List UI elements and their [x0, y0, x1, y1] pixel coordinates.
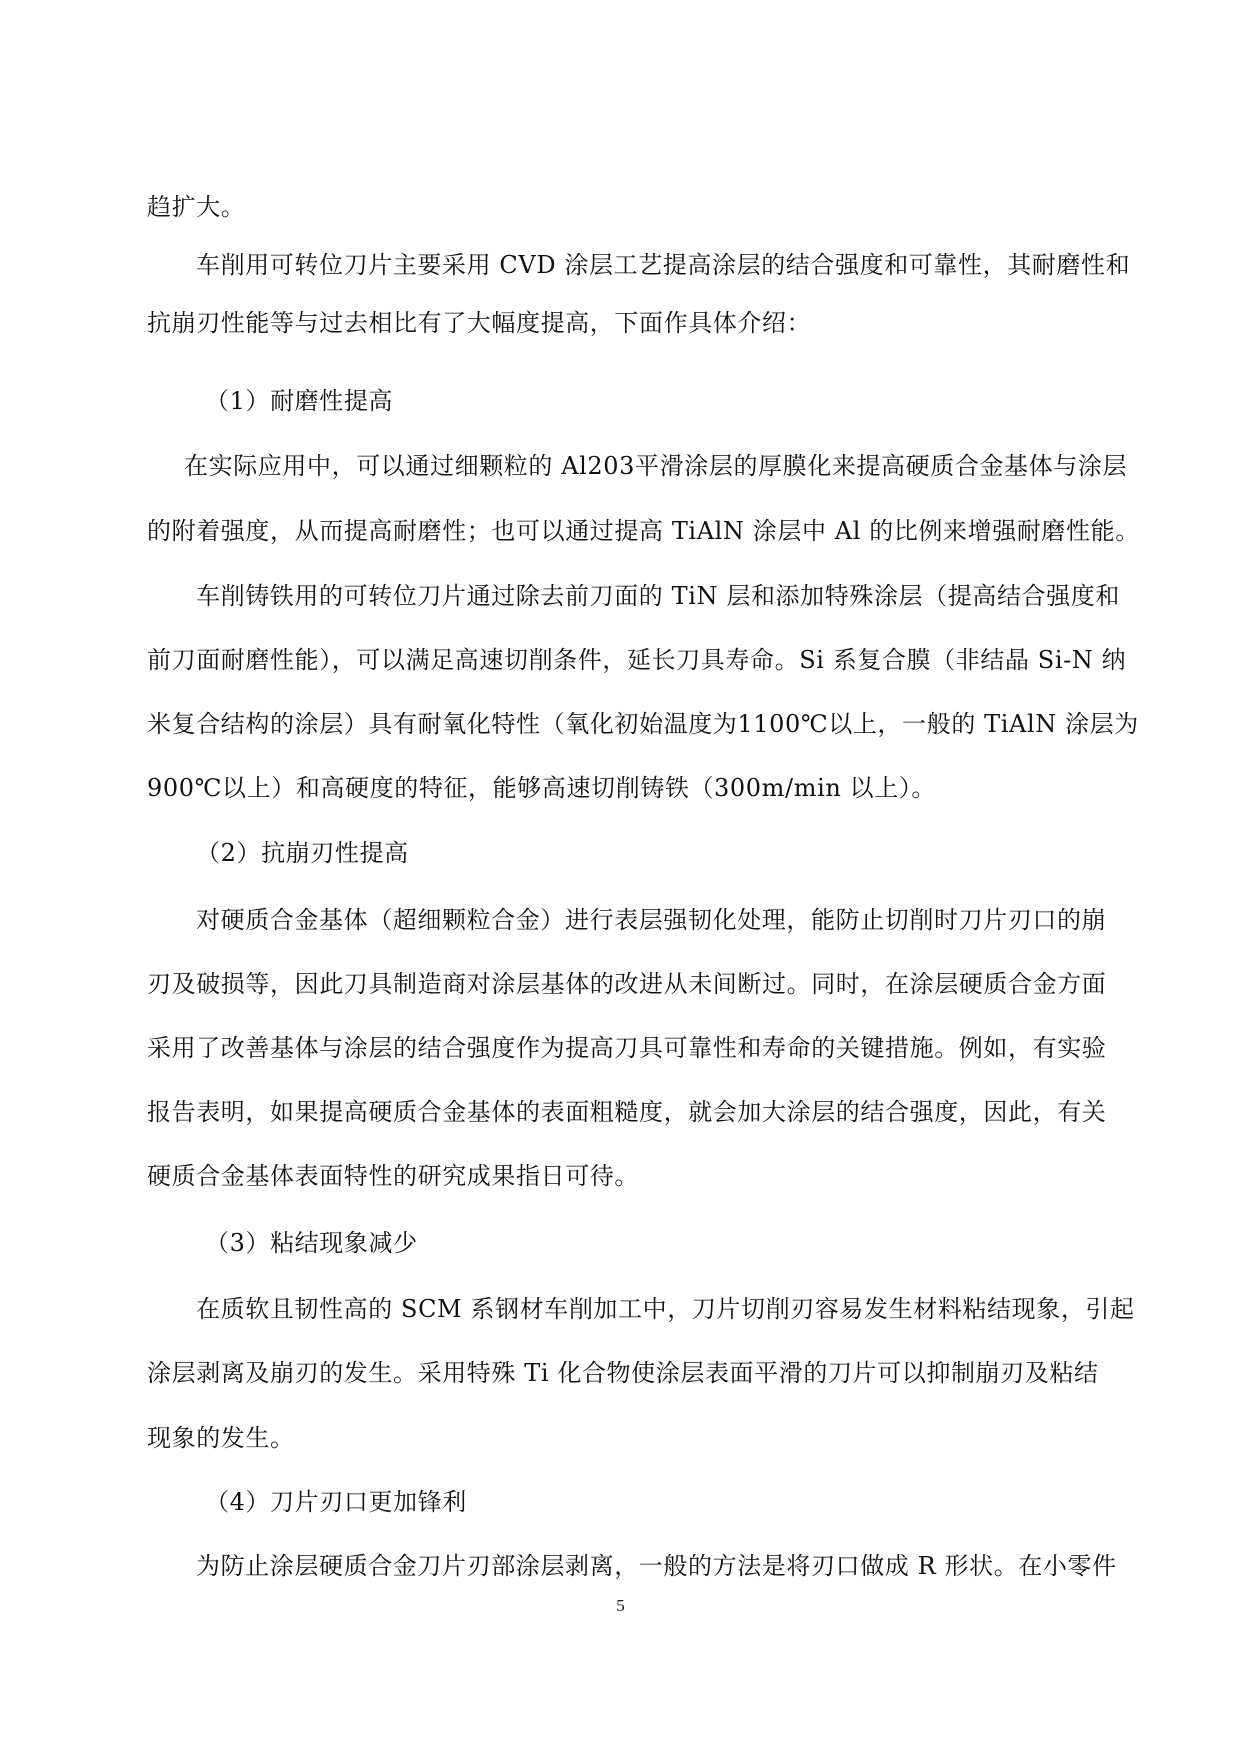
text-line: 刃及破损等，因此刀具制造商对涂层基体的改进从未间断过。同时，在涂层硬质合金方面 — [147, 970, 1107, 998]
page-number: 5 — [616, 1596, 625, 1615]
text-line: 为防止涂层硬质合金刀片刃部涂层剥离，一般的方法是将刃口做成 R 形状。在小零件 — [196, 1552, 1117, 1580]
section-heading: （4）刀片刃口更加锋利 — [205, 1488, 467, 1516]
text-line: 在质软且韧性高的 SCM 系钢材车削加工中，刀片切削刃容易发生材料粘结现象，引起 — [196, 1295, 1135, 1323]
text-line: 米复合结构的涂层）具有耐氧化特性（氧化初始温度为1100℃以上，一般的 TiAlN 涂层为 — [147, 710, 1139, 738]
text-line: 趋扩大。 — [147, 193, 246, 221]
text-line: 的附着强度，从而提高耐磨性；也可以通过提高 TiAlN 涂层中 Al 的比例来增强耐磨性能。 — [147, 517, 1140, 545]
section-heading: （1）耐磨性提高 — [205, 387, 394, 415]
text-line: 车削铸铁用的可转位刀片通过除去前刀面的 TiN 层和添加特殊涂层（提高结合强度和 — [196, 582, 1120, 610]
text-line: 采用了改善基体与涂层的结合强度作为提高刀具可靠性和寿命的关键措施。例如，有实验 — [147, 1034, 1107, 1062]
text-line: 对硬质合金基体（超细颗粒合金）进行表层强韧化处理，能防止切削时刀片刃口的崩 — [196, 906, 1107, 934]
text-line: 硬质合金基体表面特性的研究成果指日可待。 — [147, 1162, 639, 1190]
section-heading: （2）抗崩刃性提高 — [196, 839, 409, 867]
section-heading: （3）粘结现象减少 — [205, 1229, 418, 1257]
text-line: 涂层剥离及崩刃的发生。采用特殊 Ti 化合物使涂层表面平滑的刀片可以抑制崩刃及粘结 — [147, 1359, 1099, 1387]
text-line: 抗崩刃性能等与过去相比有了大幅度提高，下面作具体介绍： — [147, 309, 812, 337]
text-line: 前刀面耐磨性能），可以满足高速切削条件，延长刀具寿命。Si 系复合膜（非结晶 Si-N 纳 — [147, 646, 1127, 674]
text-line: 现象的发生。 — [147, 1424, 295, 1452]
text-line: 报告表明，如果提高硬质合金基体的表面粗糙度，就会加大涂层的结合强度，因此，有关 — [147, 1098, 1107, 1126]
text-line: 在实际应用中，可以通过细颗粒的 Al203平滑涂层的厚膜化来提高硬质合金基体与涂层 — [184, 452, 1128, 480]
text-line: 900℃以上）和高硬度的特征，能够高速切削铸铁（300m/min 以上）。 — [147, 774, 937, 802]
text-line: 车削用可转位刀片主要采用 CVD 涂层工艺提高涂层的结合强度和可靠性，其耐磨性和 — [196, 251, 1131, 279]
